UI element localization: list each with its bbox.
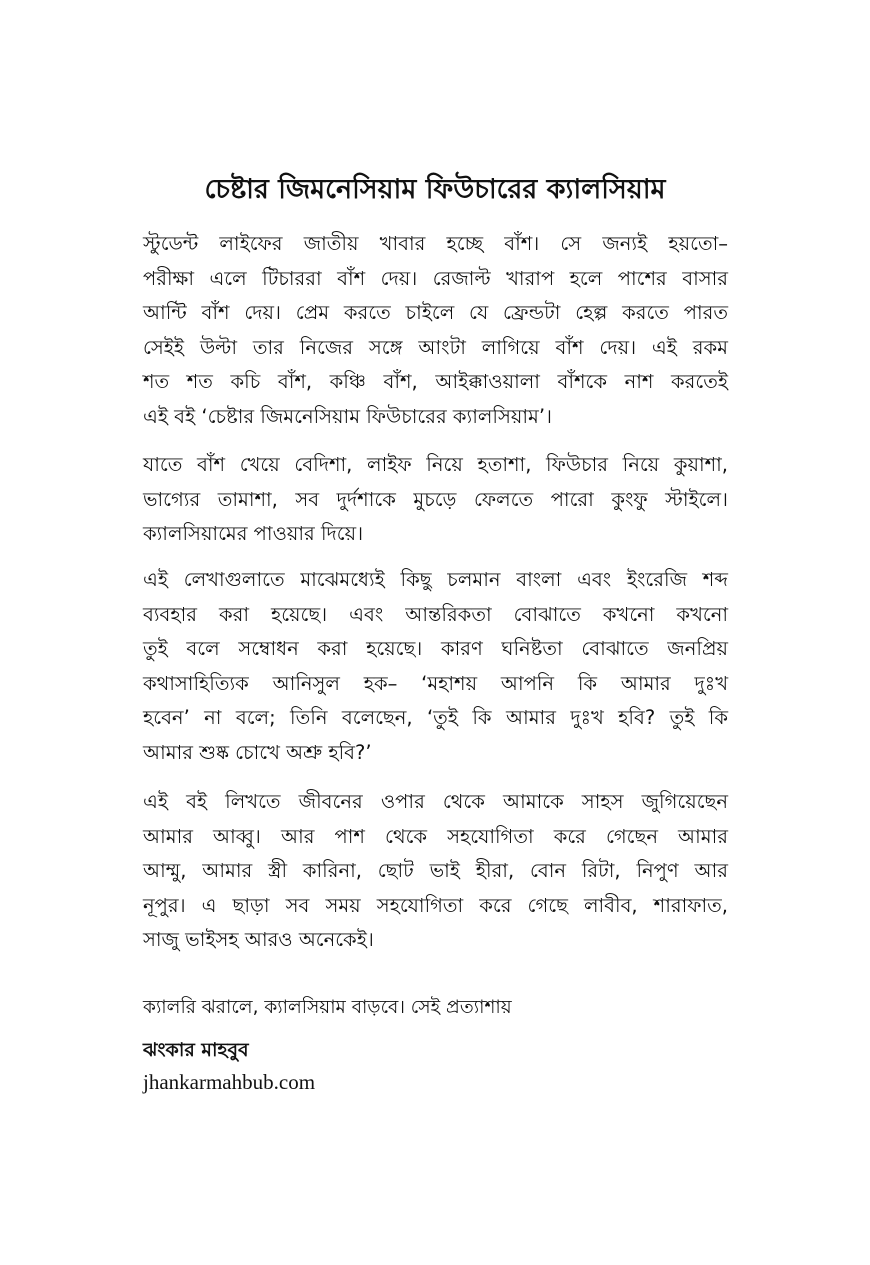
paragraph-line: সাজু ভাইসহ আরও অনেকেই। (143, 928, 374, 951)
paragraph-line: সেইই উল্টা তার নিজের সঙ্গে আংটা লাগিয়ে বাঁশ দেয়। এই রকম (143, 335, 728, 359)
page-title: চেষ্টার জিমনেসিয়াম ফিউচারের ক্যালসিয়াম (204, 174, 666, 206)
acknowledgement-paragraph (143, 785, 728, 958)
paragraph-line: ব্যবহার করা হয়েছে। এবং আন্তরিকতা বোঝাতে কখনো কখনো (143, 602, 728, 626)
purpose-paragraph (143, 448, 728, 552)
paragraph-line: যাতে বাঁশ খেয়ে বেদিশা, লাইফ নিয়ে হতাশা, ফিউচার নিয়ে কুয়াশা, (143, 453, 728, 476)
paragraph-line: এই বই ‘চেষ্টার জিমনেসিয়াম ফিউচারের ক্যালসিয়াম’। (143, 404, 552, 428)
paragraph-line: আন্টি বাঁশ দেয়। প্রেম করতে চাইলে যে ফ্রেন্ডটা হেল্প করতে পারত (143, 301, 728, 324)
intro-paragraph (143, 227, 728, 434)
paragraph-line: শত শত কচি বাঁশ, কঞ্চি বাঁশ, আইক্কাওয়ালা বাঁশকে নাশ করতেই (143, 370, 728, 393)
paragraph-line: হবেন’ না বলে; তিনি বলেছেন, ‘তুই কি আমার দুঃখ হবি? তুই কি (143, 706, 728, 729)
paragraph-line: ভাগ্যের তামাশা, সব দুর্দশাকে মুচড়ে ফেলতে পারো কুংফু স্টাইলে। (143, 487, 728, 511)
paragraph-line: আমার আব্বু। আর পাশ থেকে সহযোগিতা করে গেছেন আমার (143, 824, 728, 848)
paragraph-line: নূপুর। এ ছাড়া সব সময় সহযোগিতা করে গেছে লাবীব, শারাফাত, (143, 893, 728, 917)
paragraph-line: এই বই লিখতে জীবনের ওপার থেকে আমাকে সাহস জুগিয়েছেন (143, 790, 728, 813)
paragraph-line: স্টুডেন্ট লাইফের জাতীয় খাবার হচ্ছে বাঁশ। সে জন্যই হয়তো– (143, 232, 728, 255)
paragraph-line: তুই বলে সম্বোধন করা হয়েছে। কারণ ঘনিষ্টতা বোঝাতে জনপ্রিয় (143, 637, 728, 660)
paragraph-line: এই লেখাগুলাতে মাঝেমধ্যেই কিছু চলমান বাংলা এবং ইংরেজি শব্দ (143, 568, 728, 591)
paragraph-line: আমার শুষ্ক চোখে অশ্রু হবি?’ (143, 740, 372, 764)
paragraph-line: কথাসাহিত্যিক আনিসুল হক– ‘মহাশয় আপনি কি আমার দুঃখ (143, 671, 728, 695)
paragraph-line: আম্মু, আমার স্ত্রী কারিনা, ছোট ভাই হীরা, বোন রিটা, নিপুণ আর (143, 859, 728, 882)
paragraph-line: ক্যালসিয়ামের পাওয়ার দিয়ে। (143, 522, 364, 545)
author-website: jhankarmahbub.com (143, 1070, 316, 1094)
language-note-paragraph (143, 563, 728, 770)
paragraph-line: পরীক্ষা এলে টিচাররা বাঁশ দেয়। রেজাল্ট খারাপ হলে পাশের বাসার (143, 266, 728, 290)
closing-line: ক্যালরি ঝরালে, ক্যালসিয়াম বাড়বে। সেই প্রত্যাশায় (143, 997, 512, 1018)
author-name: ঝংকার মাহবুব (143, 1039, 249, 1061)
